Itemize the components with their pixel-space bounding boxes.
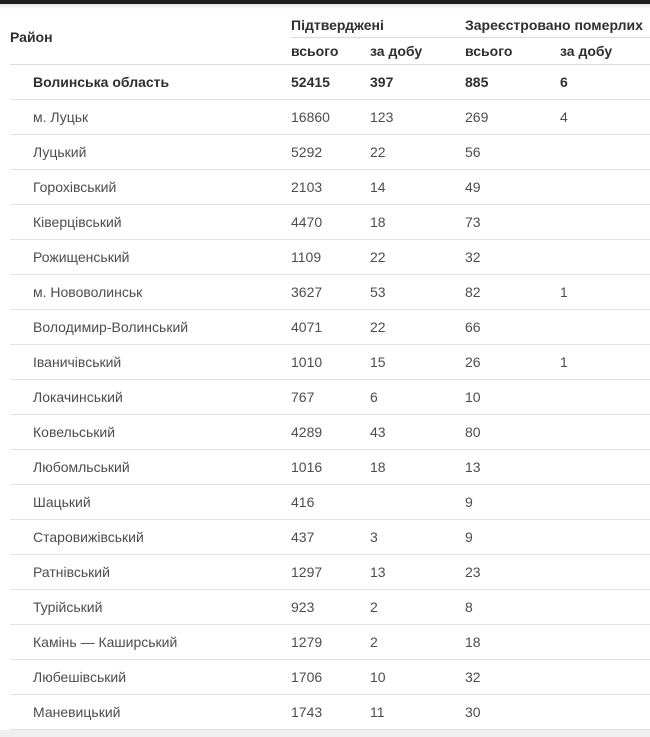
confirmed-total-value: 2103 bbox=[291, 170, 370, 205]
deaths-total-value: 18 bbox=[465, 625, 560, 660]
table-body bbox=[10, 65, 650, 730]
district-name: Ковельський bbox=[10, 415, 291, 450]
table-row bbox=[10, 415, 650, 450]
confirmed-total-value: 5292 bbox=[291, 135, 370, 170]
district-name: Любешівський bbox=[10, 660, 291, 695]
deaths-total-value: 66 bbox=[465, 310, 560, 345]
confirmed-per-day-value: 2 bbox=[370, 590, 465, 625]
district-name: Шацький bbox=[10, 485, 291, 520]
col-header-district: Район bbox=[10, 9, 291, 65]
table-row bbox=[10, 520, 650, 555]
confirmed-per-day-value: 22 bbox=[370, 240, 465, 275]
confirmed-per-day-value: 14 bbox=[370, 170, 465, 205]
confirmed-total-value: 52415 bbox=[291, 65, 370, 100]
district-name: Горохівський bbox=[10, 170, 291, 205]
confirmed-per-day-value: 10 bbox=[370, 660, 465, 695]
region-total-row bbox=[10, 65, 650, 100]
deaths-per-day-value: 4 bbox=[560, 100, 650, 135]
table-row bbox=[10, 100, 650, 135]
district-name: Володимир-Волинський bbox=[10, 310, 291, 345]
confirmed-total-value: 1010 bbox=[291, 345, 370, 380]
deaths-per-day-value bbox=[560, 450, 650, 485]
confirmed-total-value: 1016 bbox=[291, 450, 370, 485]
confirmed-total-value: 1109 bbox=[291, 240, 370, 275]
col-header-deaths-total: всього bbox=[465, 38, 560, 65]
deaths-total-value: 13 bbox=[465, 450, 560, 485]
district-name: Ківерцівський bbox=[10, 205, 291, 240]
table-row bbox=[10, 450, 650, 485]
table-row bbox=[10, 240, 650, 275]
district-name: Старовижівський bbox=[10, 520, 291, 555]
deaths-total-value: 9 bbox=[465, 485, 560, 520]
confirmed-total-value: 767 bbox=[291, 380, 370, 415]
confirmed-per-day-value: 43 bbox=[370, 415, 465, 450]
col-header-confirmed-total: всього bbox=[291, 38, 370, 65]
deaths-per-day-value bbox=[560, 590, 650, 625]
table-row bbox=[10, 345, 650, 380]
confirmed-total-value: 416 bbox=[291, 485, 370, 520]
deaths-total-value: 10 bbox=[465, 380, 560, 415]
table-row bbox=[10, 135, 650, 170]
deaths-per-day-value bbox=[560, 205, 650, 240]
deaths-per-day-value: 6 bbox=[560, 65, 650, 100]
deaths-per-day-value bbox=[560, 170, 650, 205]
confirmed-per-day-value: 18 bbox=[370, 450, 465, 485]
deaths-total-value: 49 bbox=[465, 170, 560, 205]
deaths-total-value: 32 bbox=[465, 240, 560, 275]
deaths-per-day-value bbox=[560, 695, 650, 730]
deaths-total-value: 56 bbox=[465, 135, 560, 170]
deaths-total-value: 80 bbox=[465, 415, 560, 450]
deaths-per-day-value bbox=[560, 520, 650, 555]
confirmed-per-day-value: 2 bbox=[370, 625, 465, 660]
table-row bbox=[10, 310, 650, 345]
district-name: Турійський bbox=[10, 590, 291, 625]
confirmed-total-value: 1279 bbox=[291, 625, 370, 660]
confirmed-total-value: 4071 bbox=[291, 310, 370, 345]
deaths-total-value: 8 bbox=[465, 590, 560, 625]
confirmed-total-value: 4289 bbox=[291, 415, 370, 450]
deaths-per-day-value bbox=[560, 660, 650, 695]
deaths-per-day-value: 1 bbox=[560, 345, 650, 380]
district-name: Ратнівський bbox=[10, 555, 291, 590]
table-row bbox=[10, 695, 650, 730]
district-name: Любомльський bbox=[10, 450, 291, 485]
deaths-total-value: 26 bbox=[465, 345, 560, 380]
col-header-confirmed-per-day: за добу bbox=[370, 38, 465, 65]
district-name: Луцький bbox=[10, 135, 291, 170]
deaths-total-value: 82 bbox=[465, 275, 560, 310]
confirmed-per-day-value: 3 bbox=[370, 520, 465, 555]
confirmed-total-value: 437 bbox=[291, 520, 370, 555]
deaths-per-day-value bbox=[560, 415, 650, 450]
col-group-header-deaths: Зареєстровано померлих bbox=[465, 9, 650, 38]
table-row bbox=[10, 275, 650, 310]
confirmed-per-day-value: 123 bbox=[370, 100, 465, 135]
confirmed-per-day-value: 22 bbox=[370, 310, 465, 345]
district-name: Маневицький bbox=[10, 695, 291, 730]
table-row bbox=[10, 625, 650, 660]
deaths-per-day-value bbox=[560, 485, 650, 520]
confirmed-total-value: 4470 bbox=[291, 205, 370, 240]
confirmed-total-value: 16860 bbox=[291, 100, 370, 135]
district-name: Іваничівський bbox=[10, 345, 291, 380]
table-row bbox=[10, 555, 650, 590]
confirmed-per-day-value: 15 bbox=[370, 345, 465, 380]
deaths-per-day-value: 1 bbox=[560, 275, 650, 310]
district-name: Рожищенський bbox=[10, 240, 291, 275]
district-name: м. Нововолинськ bbox=[10, 275, 291, 310]
deaths-total-value: 269 bbox=[465, 100, 560, 135]
deaths-total-value: 73 bbox=[465, 205, 560, 240]
table-row bbox=[10, 205, 650, 240]
deaths-per-day-value bbox=[560, 240, 650, 275]
district-name: м. Луцьк bbox=[10, 100, 291, 135]
deaths-total-value: 9 bbox=[465, 520, 560, 555]
page-background-strip bbox=[0, 730, 650, 737]
confirmed-per-day-value: 397 bbox=[370, 65, 465, 100]
confirmed-total-value: 1297 bbox=[291, 555, 370, 590]
deaths-per-day-value bbox=[560, 310, 650, 345]
table-row bbox=[10, 380, 650, 415]
confirmed-per-day-value: 6 bbox=[370, 380, 465, 415]
deaths-total-value: 30 bbox=[465, 695, 560, 730]
deaths-total-value: 32 bbox=[465, 660, 560, 695]
table-header bbox=[10, 9, 650, 65]
confirmed-total-value: 1706 bbox=[291, 660, 370, 695]
covid-stats-table bbox=[10, 9, 650, 730]
deaths-per-day-value bbox=[560, 625, 650, 660]
confirmed-per-day-value: 18 bbox=[370, 205, 465, 240]
header-group-row bbox=[10, 9, 650, 38]
col-group-header-confirmed: Підтверджені bbox=[291, 9, 465, 38]
district-name: Локачинський bbox=[10, 380, 291, 415]
deaths-total-value: 23 bbox=[465, 555, 560, 590]
confirmed-per-day-value: 22 bbox=[370, 135, 465, 170]
deaths-per-day-value bbox=[560, 135, 650, 170]
district-name: Волинська область bbox=[10, 65, 291, 100]
deaths-per-day-value bbox=[560, 555, 650, 590]
table-row bbox=[10, 170, 650, 205]
confirmed-per-day-value bbox=[370, 485, 465, 520]
district-name: Камінь — Каширський bbox=[10, 625, 291, 660]
confirmed-total-value: 3627 bbox=[291, 275, 370, 310]
table-row bbox=[10, 590, 650, 625]
confirmed-per-day-value: 13 bbox=[370, 555, 465, 590]
confirmed-total-value: 1743 bbox=[291, 695, 370, 730]
col-header-deaths-per-day: за добу bbox=[560, 38, 650, 65]
confirmed-total-value: 923 bbox=[291, 590, 370, 625]
table-row bbox=[10, 660, 650, 695]
deaths-total-value: 885 bbox=[465, 65, 560, 100]
deaths-per-day-value bbox=[560, 380, 650, 415]
confirmed-per-day-value: 53 bbox=[370, 275, 465, 310]
confirmed-per-day-value: 11 bbox=[370, 695, 465, 730]
table-row bbox=[10, 485, 650, 520]
